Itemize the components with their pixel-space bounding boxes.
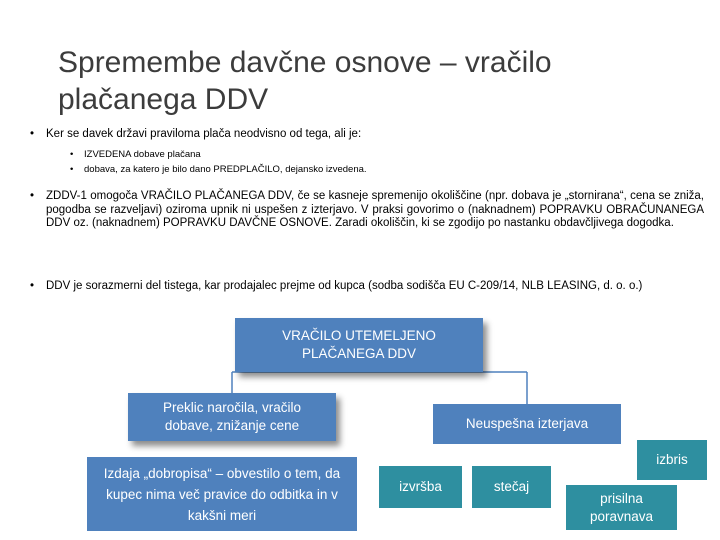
bullet-2-text: ZDDV-1 omogoča VRAČILO PLAČANEGA DDV, če se kasneje spremenijo okoliščine (npr. dobava je „stornirana“, cena se zniža, pogodba se razveljavi) oziroma upnik ni uspešen z izterjavo. V praksi govorimo o (naknadnem) POPRAVKU OBRAČUNANEGA DDV oz. (naknadnem) POPRAVKU DAVČNE OSNOVE. Zaradi okoliščin, ki se zgodijo po nastanku obdavčljivega dogodka. <box>46 190 704 229</box>
subbullet-dot: • <box>70 149 74 160</box>
title-line-2: plačanega DDV <box>58 83 269 116</box>
diagram-child-prisilna-poravnava <box>566 485 677 530</box>
left-node-label: Preklic naročila, vračilo dobave, znižanje cene <box>162 400 302 433</box>
bullet-1-text: Ker se davek državi praviloma plača neodvisno od tega, ali je: <box>46 128 362 140</box>
bullet-dot: • <box>30 190 35 202</box>
diagram-left-child-node <box>87 457 357 531</box>
subbullet-2-text: dobava, za katero je bilo dano PREDPLAČILO, dejansko izvedena. <box>84 164 367 175</box>
diagram-child-izvrsba <box>379 466 462 508</box>
child-izvrsba-label: izvršba <box>399 479 442 494</box>
bullet-dot: • <box>30 280 35 292</box>
left-child-label: Izdaja „dobropisa“ – obvestilo o tem, da kupec nima več pravice do odbitka in v kakšni meri <box>103 465 341 523</box>
child-stecaj-label: stečaj <box>493 479 530 494</box>
child-izbris-label: izbris <box>656 452 688 467</box>
root-node-label: VRAČILO UTEMELJENO PLAČANEGA DDV <box>282 328 436 361</box>
subbullet-1-text: IZVEDENA dobave plačana <box>84 149 201 160</box>
diagram-child-stecaj <box>472 466 551 508</box>
diagram-root-node <box>235 318 483 372</box>
diagram-left-node <box>128 393 336 441</box>
right-node-label: Neuspešna izterjava <box>465 416 589 431</box>
child-prisilna-label: prisilna poravnava <box>589 490 654 524</box>
bullet-dot: • <box>30 128 35 140</box>
diagram-child-izbris <box>637 440 707 480</box>
bullet-3-text: DDV je sorazmerni del tistega, kar prodajalec prejme od kupca (sodba sodišča EU C-209/14, NLB LEASING, d. o. o.) <box>46 280 643 292</box>
title-line-1: Spremembe davčne osnove – vračilo <box>58 46 552 79</box>
subbullet-dot: • <box>70 164 74 175</box>
diagram-right-node <box>433 404 621 444</box>
